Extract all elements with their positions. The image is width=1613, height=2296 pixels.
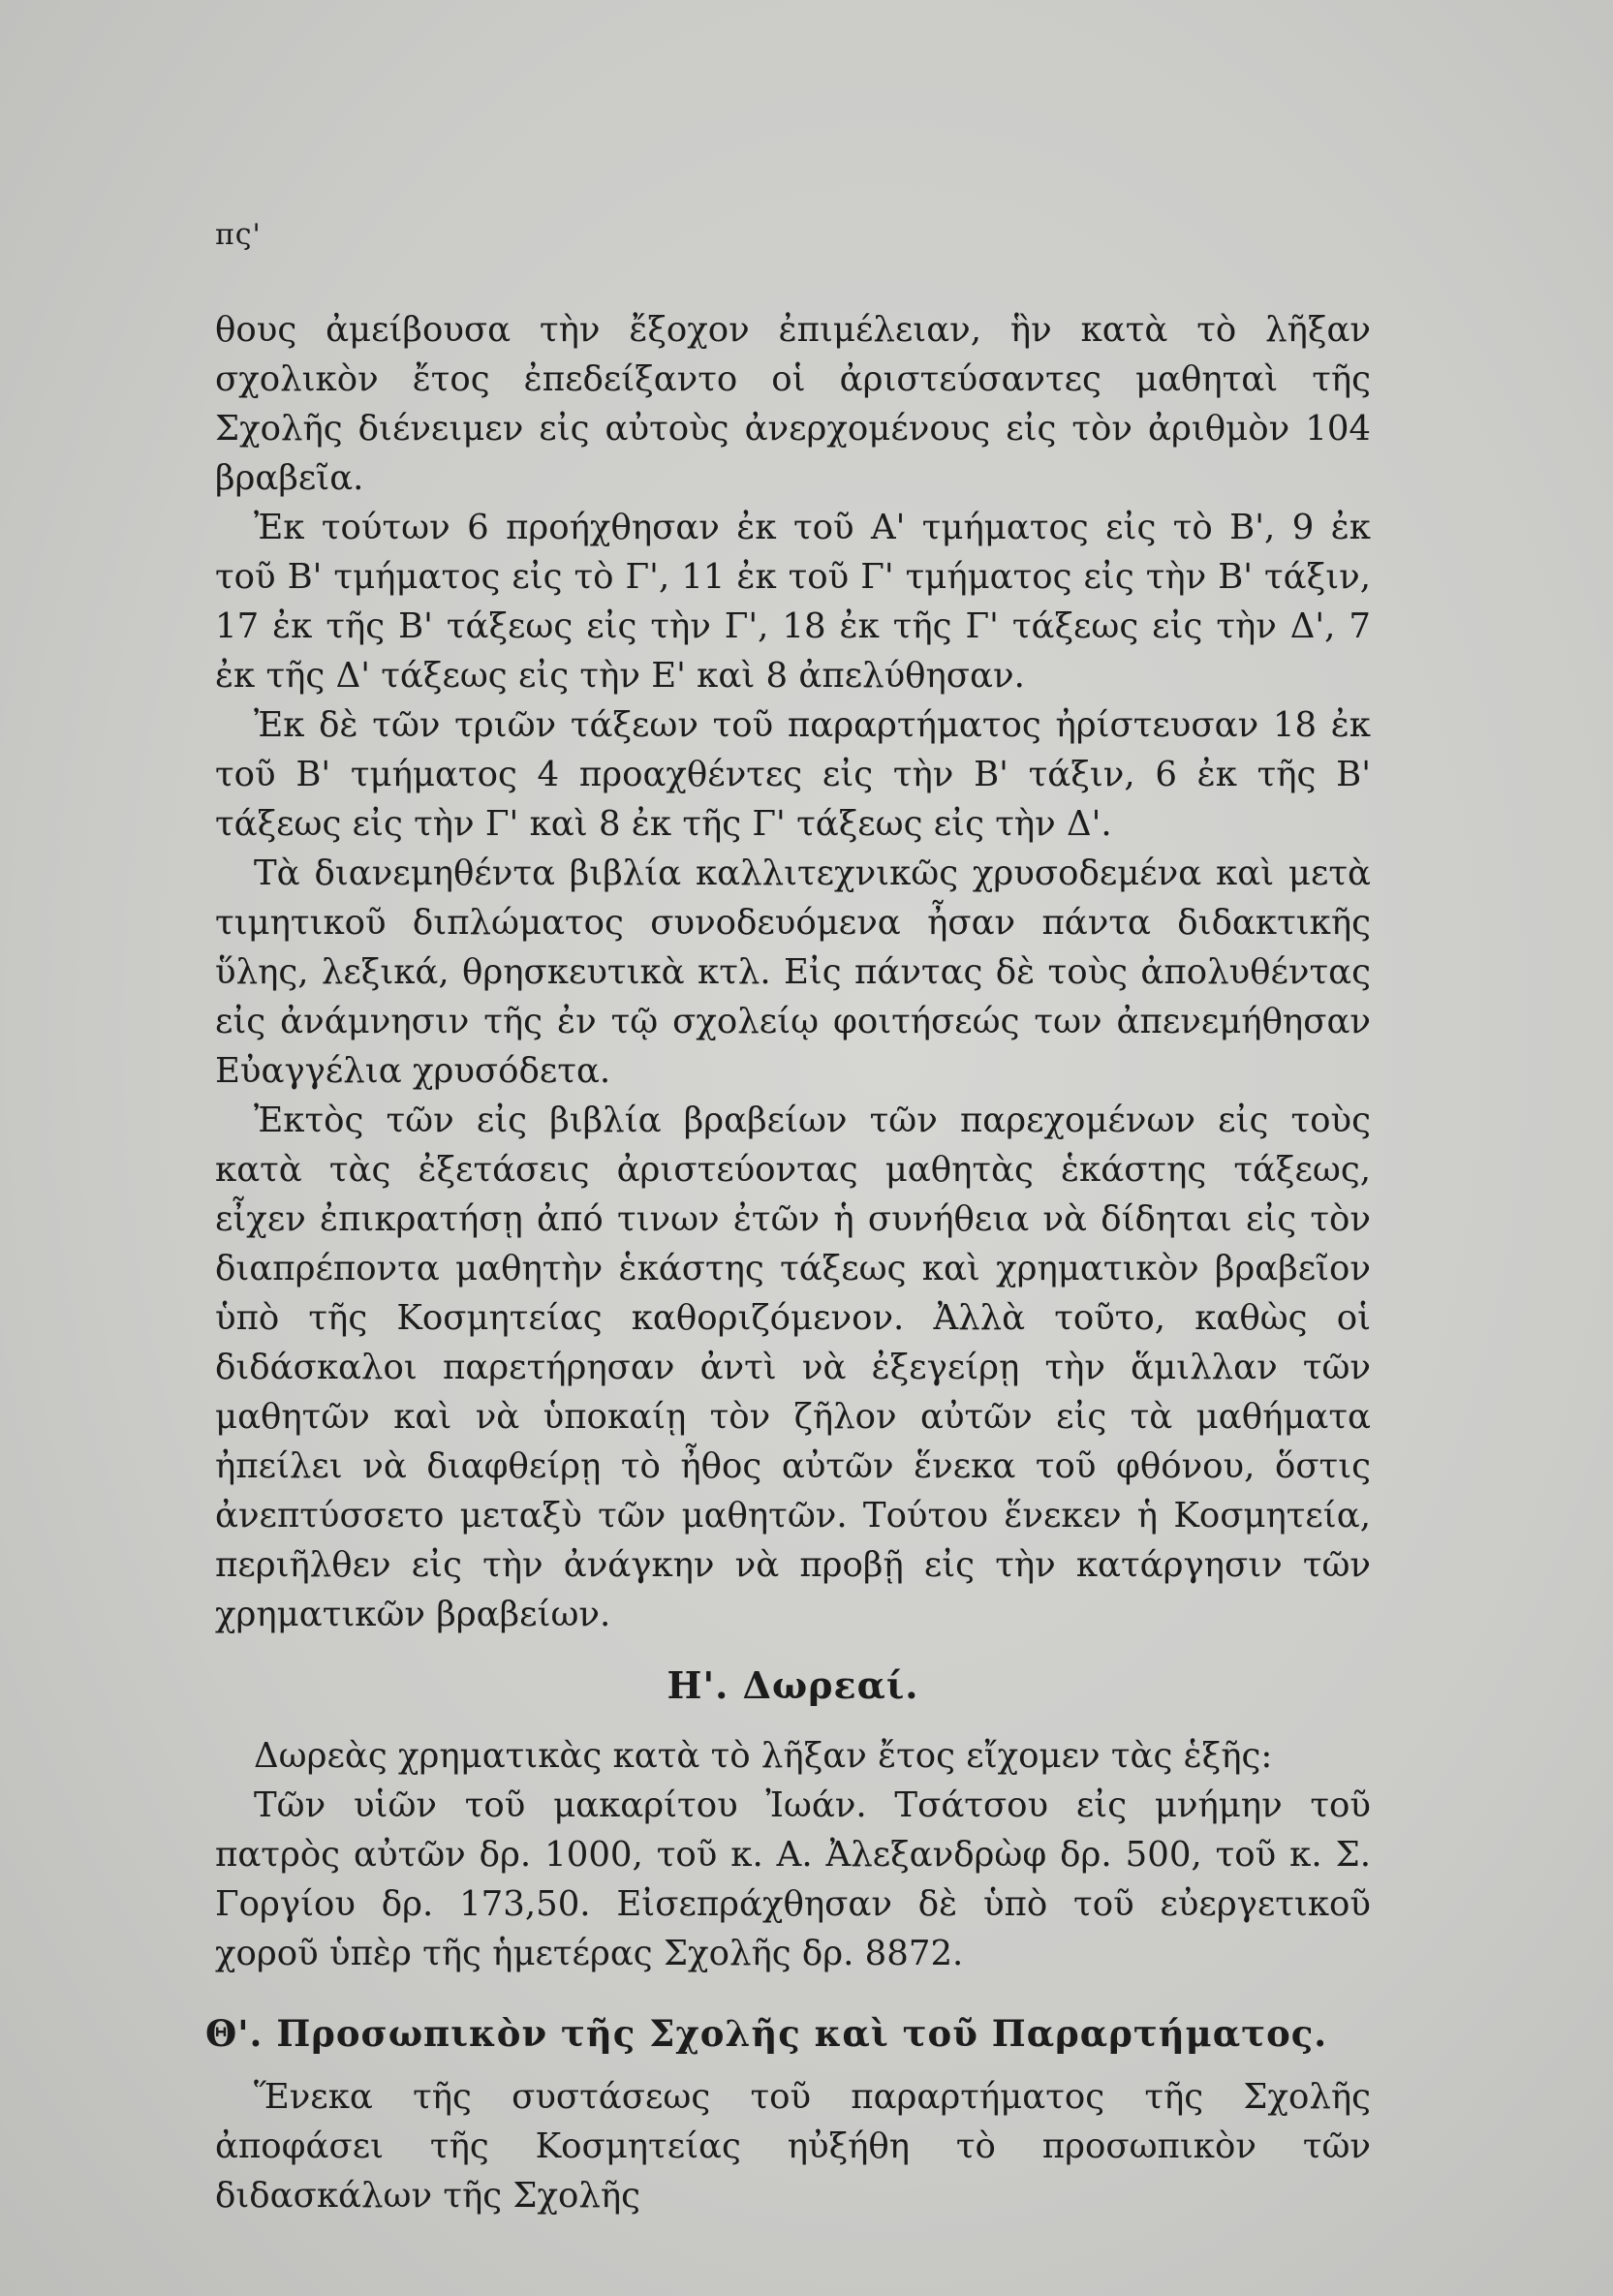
- paragraph: Τῶν υἱῶν τοῦ μακαρίτου Ἰωάν. Τσάτσου εἰς μνήμην τοῦ πατρὸς αὐτῶν δρ. 1000, τοῦ κ. Α. Ἀλεξανδρὼφ δρ. 500, τοῦ κ. Σ. Γοργίου δρ. 173,50. Εἰσεπράχθησαν δὲ ὑπὸ τοῦ εὐεργετικοῦ χοροῦ ὑπὲρ τῆς ἡμετέρας Σχολῆς δρ. 8872.: [215, 1785, 1371, 1973]
- paragraph: Δωρεὰς χρηματικὰς κατὰ τὸ λῆξαν ἔτος εἴχομεν τὰς ἑξῆς:: [254, 1736, 1273, 1776]
- section-heading-h: Η'. Δωρεαί.: [667, 1663, 919, 1707]
- paragraph: Ἕνεκα τῆς συστάσεως τοῦ παραρτήματος τῆς Σχολῆς ἀποφάσει τῆς Κοσμητείας ηὐξήθη τὸ προσωπικὸν τῶν διδασκάλων τῆς Σχολῆς: [215, 2077, 1371, 2216]
- page-number: πς': [215, 218, 262, 252]
- paragraph: Ἐκ τούτων 6 προήχθησαν ἐκ τοῦ Α' τμήματος εἰς τὸ Β', 9 ἐκ τοῦ Β' τμήματος εἰς τὸ Γ', 11 ἐκ τοῦ Γ' τμήματος εἰς τὴν Β' τάξιν, 17 ἐκ τῆς Β' τάξεως εἰς τὴν Γ', 18 ἐκ τῆς Γ' τάξεως εἰς τὴν Δ', 7 ἐκ τῆς Δ' τάξεως εἰς τὴν Ε' καὶ 8 ἀπελύθησαν.: [215, 508, 1371, 696]
- section-heading-th: Θ'. Προσωπικὸν τῆς Σχολῆς καὶ τοῦ Παραρτήματος.: [205, 2012, 1328, 2055]
- paragraph: Ἐκτὸς τῶν εἰς βιβλία βραβείων τῶν παρεχομένων εἰς τοὺς κατὰ τὰς ἐξετάσεις ἀριστεύοντας μαθητὰς ἑκάστης τάξεως, εἶχεν ἐπικρατήσῃ ἀπό τινων ἐτῶν ἡ συνήθεια νὰ δίδηται εἰς τὸν διαπρέποντα μαθητὴν ἑκάστης τάξεως καὶ χρηματικὸν βραβεῖον ὑπὸ τῆς Κοσμητείας καθοριζόμενον. Ἀλλὰ τοῦτο, καθὼς οἱ διδάσκαλοι παρετήρησαν ἀντὶ νὰ ἐξεγείρῃ τὴν ἅμιλλαν τῶν μαθητῶν καὶ νὰ ὑποκαίῃ τὸν ζῆλον αὐτῶν εἰς τὰ μαθήματα ἠπείλει νὰ διαφθείρῃ τὸ ἦθος αὐτῶν ἕνεκα τοῦ φθόνου, ὅστις ἀνεπτύσσετο μεταξὺ τῶν μαθητῶν. Τούτου ἕνεκεν ἡ Κοσμητεία, περιῆλθεν εἰς τὴν ἀνάγκην νὰ προβῇ εἰς τὴν κατάργησιν τῶν χρηματικῶν βραβείων.: [215, 1101, 1371, 1634]
- page-body: [205, 305, 1371, 2220]
- paragraph: Τὰ διανεμηθέντα βιβλία καλλιτεχνικῶς χρυσοδεμένα καὶ μετὰ τιμητικοῦ διπλώματος συνοδευόμενα ἦσαν πάντα διδακτικῆς ὕλης, λεξικά, θρησκευτικὰ κτλ. Εἰς πάντας δὲ τοὺς ἀπολυθέντας εἰς ἀνάμνησιν τῆς ἐν τῷ σχολείῳ φοιτήσεώς των ἀπενεμήθησαν Εὐαγγέλια χρυσόδετα.: [215, 853, 1371, 1091]
- paragraph: θους ἀμείβουσα τὴν ἔξοχον ἐπιμέλειαν, ἣν κατὰ τὸ λῆξαν σχολικὸν ἔτος ἐπεδείξαντο οἱ ἀριστεύσαντες μαθηταὶ τῆς Σχολῆς διένειμεν εἰς αὐτοὺς ἀνερχομένους εἰς τὸν ἀριθμὸν 104 βραβεῖα.: [215, 310, 1371, 498]
- paragraph: Ἐκ δὲ τῶν τριῶν τάξεων τοῦ παραρτήματος ἠρίστευσαν 18 ἐκ τοῦ Β' τμήματος 4 προαχθέντες εἰς τὴν Β' τάξιν, 6 ἐκ τῆς Β' τάξεως εἰς τὴν Γ' καὶ 8 ἐκ τῆς Γ' τάξεως εἰς τὴν Δ'.: [215, 705, 1371, 844]
